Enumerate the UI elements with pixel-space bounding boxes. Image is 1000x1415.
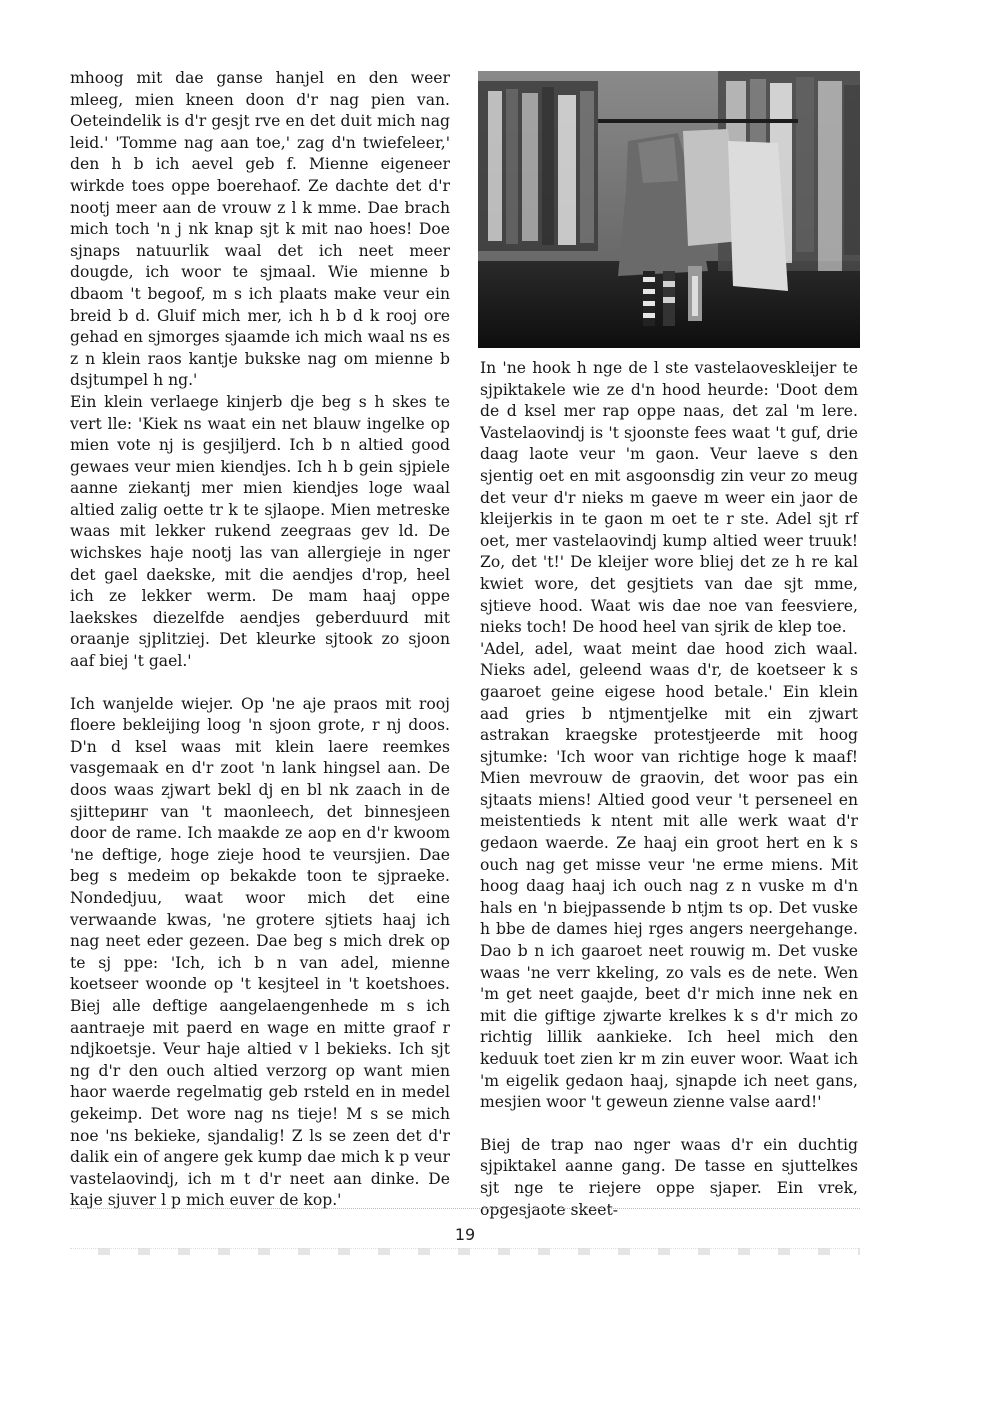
footer-decoration — [70, 1248, 860, 1255]
costume-rack-photo — [478, 71, 860, 348]
photo-image — [478, 71, 860, 348]
paragraph: In 'ne hook h nge de l ste vastelaoveskleijer te sjpiktakele wie ze d'n hood heurde: 'Doot dem de d ksel mer rap oppe naas, det zal 'm lere. Vastelaovindj is 't sjoonste fees waat 't guf, drie daag laote veur 'm gaon. Veur laeve s den sjentig oet en mit asgoonsdig zin veur zo meug det veur d'r nieks m gaeve m weer ein jaor de kleijerkis in te gaon m oet te r ste. Adel sjt rf oet, mer vastelaovindj kump altied weer truuk! Zo, det 't!' De kleijer wore bliej det ze h re kal kwiet wore, det gesjtiets van dae sjt mme, sjtieve hood. Waat wis dae noe van feesviere, nieks toch! De hood heel van sjrik de klep toe. — [480, 359, 858, 637]
paragraph-gap — [480, 1114, 858, 1135]
left-text-column — [70, 68, 450, 1212]
paragraph: Ein klein verlaege kinjerb dje beg s h skes te vert lle: 'Kiek ns waat ein net blauw ingelke op mien vote nj is gesjiljerd. Ich b n altied good gewaes veur mien kiendjes. Ich h b gein sjpiele aanne ziekantj mer mien kiendjes loge waal altied zalig oette tr k te sjlaope. Mien metreske waas mit lekker rukend zeegraas gev ld. De wichskes haje nootj las van allergieje in nger det gael daekske, mit die aendjes d'rop, heel ich ze lekker werm. De mam haaj oppe laekskes diezelfde aendjes geberduurd mit oraanje sjplitziej. Det kleurke sjtook zo sjoon aaf biej 't gael.' — [70, 392, 450, 671]
page-number: 19 — [454, 1225, 476, 1244]
paragraph: 'Adel, adel, waat meint dae hood zich waal. Nieks adel, geleend waas d'r, de koetseer k s gaaroet geine eigese hood betale.' Ein klein aad gries b ntjmentjelke mit ein zjwart astrakan kraegske protestjeerde mit hoog sjtumke: 'Ich woor van richtige hoge k maaf! Mien mevrouw de graovin, det woor pas ein sjtaats miens! Altied good veur 't perseneel en meistentieds k ntent mit alle werk waat d'r gedaon waerde. Ze haaj ein groot hert en k s ouch nag get misse veur 'ne erme miens. Mit hoog daag haaj ich ouch nag z n vuske m d'n hals en 'n biejpassende b ntjm ts op. Det vuske h bbe de dames hiej rges angers neergehange. Dao b n ich gaaroet neet rouwig m. Det vuske waas 'ne verr kkeling, zo vals es de nete. Wen 'm get neet gaajde, beet d'r mich inne nek en mit die giftige zjwarte krelkes k s d'r mich zo richtig lillik aankieke. Ich heel mich den keduuk toet zien kr m zin euver woor. Waat ich 'm eigelik gedaon haaj, sjnapde ich neet gans, mesjien woor 't geweun zienne valse aard!' — [480, 639, 858, 1112]
paragraph: mhoog mit dae ganse hanjel en den weer mleeg, mien kneen doon d'r nag pien van. Oeteindelik is d'r gesjt rve en det duit mich nag leid.' 'Tomme nag aan toe,' zag d'n twiefeleer,' den h b ich aevel geb f. Mienne eigeneer wirkde toes oppe boerehaof. Ze dachte det d'r nootj meer aan de vrouw z l k mme. Dae brach mich toch 'n j nk knap sjt k mit nao hoes! Doe sjnaps natuurlik waal det ich neet meer dougde, ich woor te sjmaal. Wie mienne b dbaom 't begoof, m s ich plaats make veur ein breid b d. Gluif mich mer, ich h b d k rooj ore gehad en sjmorges sjaamde ich mich waal ns es z n klein raos kantje bukske nag om mienne b dsjtumpel h ng.' — [70, 69, 450, 390]
paragraph-gap — [70, 673, 450, 694]
right-text-column — [480, 358, 858, 1221]
footer-rule — [70, 1208, 860, 1209]
paragraph: Biej de trap nao nger waas d'r ein duchtig sjpiktakel aanne gang. De tasse en sjuttelkes sjt nge te riejere oppe sjaper. Ein vrek, opgesjaote skeet- — [480, 1135, 858, 1219]
paragraph: Ich wanjelde wiejer. Op 'ne aje praos mit rooj floere bekleijing loog 'n sjoon grote, r nj doos. D'n d ksel waas mit klein laere reemkes vasgemaak en d'r zoot 'n lank hingsel aan. De doos waas zjwart bekl dj en bl nk zaach in de sjitteринг van 't maonleech, det binnesjeen door de rame. Ich maakde ze aop en d'r kwoom 'ne deftige, hoge zieje hood te veursjien. Dae beg s medeim op bekakde toon te sjpraeke. Nondedjuu, waat woor mich det eine verwaande kwas, 'ne grotere sjtiets haaj ich nag neet eder gezeen. Dae beg s mich drek op te sj ppe: 'Ich, ich b n van adel, mienne koetseer woonde op 't kesjteel in 't koetshoes. Biej alle deftige aangelaengenhede m s ich aantraeje mit paerd en wage en mitte graof r ndjkoetsje. Veur haje altied v l bekieks. Ich sjt ng d'r den ouch altied verzorg op want mien haor waerde regelmatig geb rsteld en in medel gekeimp. Det wore nag ns tieje! M s se mich noe 'ns bekieke, sjandalig! Z ls se zeen det d'r dalik ein of angere gek kump dae mich k p veur vastelaovindj, ich m t d'r neet aan dinke. De kaje sjuver l p mich euver de kop.' — [70, 694, 450, 1210]
